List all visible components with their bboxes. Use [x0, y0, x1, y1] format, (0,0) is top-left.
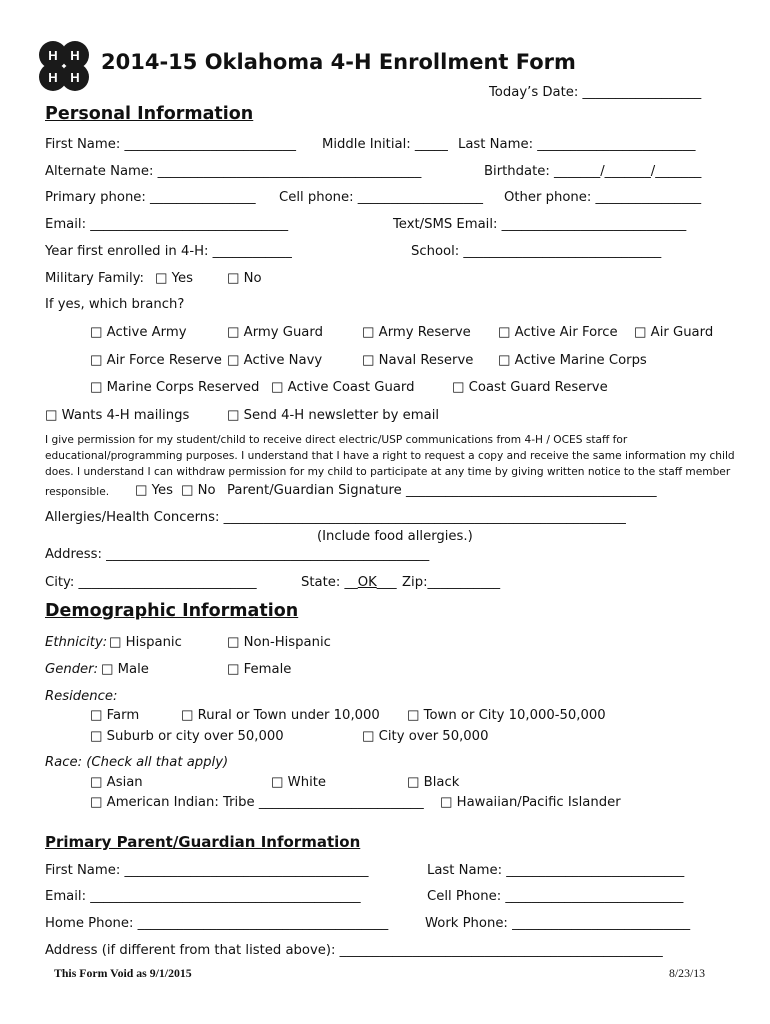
branch-army-guard[interactable] [227, 325, 323, 341]
guardian-cell-phone-field[interactable]: Cell Phone: ___________________________ [427, 889, 684, 904]
checkbox-icon[interactable]: □ [181, 708, 194, 723]
guardian-home-phone-field[interactable]: Home Phone: ______________________________________ [45, 916, 389, 931]
option-label: American Indian: Tribe _________________________ [106, 795, 424, 810]
ethnicity-hispanic-option[interactable] [109, 635, 182, 651]
text-sms-email-field[interactable]: Text/SMS Email: ____________________________ [393, 217, 687, 232]
gender-label: Gender: [45, 662, 99, 677]
military-yes-option[interactable] [155, 271, 193, 287]
checkbox-icon[interactable]: □ [90, 380, 103, 395]
checkbox-icon[interactable]: □ [407, 775, 420, 790]
middle-initial-field[interactable]: Middle Initial: _____ [322, 137, 448, 152]
branch-naval-reserve[interactable] [362, 353, 473, 369]
svg-text:H: H [48, 70, 58, 85]
option-label: Air Force Reserve [106, 353, 222, 368]
state-label: State: __ [301, 575, 358, 590]
race-label: Race: (Check all that apply) [45, 755, 229, 770]
primary-phone-field[interactable]: Primary phone: ________________ [45, 190, 256, 205]
first-name-field[interactable]: First Name: __________________________ [45, 137, 296, 152]
checkbox-icon[interactable]: □ [90, 325, 103, 340]
permission-no-option[interactable] [181, 483, 216, 499]
residence-town-option[interactable] [407, 708, 606, 724]
residence-farm-option[interactable] [90, 708, 139, 724]
branch-air-guard[interactable] [634, 325, 713, 341]
checkbox-icon[interactable]: □ [90, 353, 103, 368]
state-field[interactable] [301, 575, 397, 591]
checkbox-icon[interactable]: □ [271, 775, 284, 790]
race-american-indian-option[interactable] [90, 795, 424, 811]
checkbox-icon[interactable]: □ [227, 635, 240, 650]
residence-suburb-option[interactable] [90, 729, 284, 745]
branch-active-army[interactable] [90, 325, 187, 341]
checkbox-icon[interactable]: □ [90, 729, 103, 744]
ethnicity-non-hispanic-option[interactable] [227, 635, 331, 651]
option-label: Yes [171, 271, 193, 286]
option-label: Black [423, 775, 460, 790]
checkbox-icon[interactable]: □ [634, 325, 647, 340]
four-h-clover-logo [34, 36, 94, 96]
clover-icon [34, 36, 94, 96]
branch-coast-guard-reserve[interactable] [452, 380, 608, 396]
checkbox-icon[interactable]: □ [271, 380, 284, 395]
gender-male-option[interactable] [101, 662, 149, 678]
guardian-work-phone-field[interactable]: Work Phone: ___________________________ [425, 916, 691, 931]
residence-label: Residence: [45, 689, 118, 704]
option-label: Active Navy [243, 353, 323, 368]
permission-text-line-2: educational/programming purposes. I understand that I have a right to request a copy and receive the same information my child [45, 450, 735, 462]
checkbox-icon[interactable]: □ [109, 635, 122, 650]
ethnicity-label: Ethnicity: [45, 635, 108, 650]
guardian-email-field[interactable]: Email: _________________________________________ [45, 889, 361, 904]
form-version-date: 8/23/13 [669, 966, 706, 980]
option-label: Marine Corps Reserved [106, 380, 260, 395]
branch-active-navy[interactable] [227, 353, 322, 369]
demographic-info-heading: Demographic Information [45, 601, 299, 621]
guardian-last-name-field[interactable]: Last Name: ___________________________ [427, 863, 685, 878]
zip-field[interactable]: Zip:___________ [402, 575, 501, 590]
option-label: Asian [106, 775, 143, 790]
checkbox-icon[interactable]: □ [407, 708, 420, 723]
option-label: Female [243, 662, 292, 677]
svg-text:H: H [48, 48, 58, 63]
option-label: Army Reserve [378, 325, 471, 340]
svg-text:H: H [70, 70, 80, 85]
option-label: Active Marine Corps [514, 353, 647, 368]
branch-active-air-force[interactable] [498, 325, 618, 341]
personal-info-heading: Personal Information [45, 104, 254, 124]
permission-text-line-3: does. I understand I can withdraw permission for my child to participate at any time by giving written notice to the staff member [45, 466, 731, 478]
checkbox-icon[interactable]: □ [155, 271, 168, 286]
checkbox-icon[interactable]: □ [90, 708, 103, 723]
checkbox-icon[interactable]: □ [227, 353, 240, 368]
branch-army-reserve[interactable] [362, 325, 471, 341]
option-label: Active Air Force [514, 325, 618, 340]
checkbox-icon[interactable]: □ [227, 271, 240, 286]
form-void-note: This Form Void as 9/1/2015 [54, 966, 192, 980]
allergies-note: (Include food allergies.) [317, 529, 473, 544]
checkbox-icon[interactable]: □ [227, 662, 240, 677]
residence-city-option[interactable] [362, 729, 488, 745]
allergies-field[interactable]: Allergies/Health Concerns: _____________________________________________________________ [45, 510, 626, 525]
checkbox-icon[interactable]: □ [101, 662, 114, 677]
branch-prompt: If yes, which branch? [45, 297, 185, 312]
state-value: OK [357, 575, 377, 590]
race-hawaiian-option[interactable] [440, 795, 621, 811]
option-label: No [197, 483, 216, 498]
checkbox-icon[interactable]: □ [362, 729, 375, 744]
school-field[interactable]: School: ______________________________ [411, 244, 662, 259]
checkbox-icon[interactable]: □ [227, 325, 240, 340]
email-field[interactable]: Email: ______________________________ [45, 217, 289, 232]
checkbox-icon[interactable]: □ [181, 483, 194, 498]
option-label: Farm [106, 708, 140, 723]
state-tail: ___ [376, 575, 397, 590]
branch-active-coast-guard[interactable] [271, 380, 414, 396]
address-field[interactable]: Address: _________________________________________________ [45, 547, 430, 562]
checkbox-icon[interactable]: □ [135, 483, 148, 498]
guardian-info-heading: Primary Parent/Guardian Information [45, 833, 361, 851]
branch-marine-corps-reserved[interactable] [90, 380, 259, 396]
guardian-signature-field[interactable]: Parent/Guardian Signature ______________________________________ [227, 483, 657, 498]
option-label: Naval Reserve [378, 353, 474, 368]
option-label: Coast Guard Reserve [468, 380, 608, 395]
option-label: Yes [151, 483, 173, 498]
branch-air-force-reserve[interactable] [90, 353, 222, 369]
checkbox-icon[interactable]: □ [362, 353, 375, 368]
race-white-option[interactable] [271, 775, 326, 791]
option-label: Rural or Town under 10,000 [197, 708, 380, 723]
checkbox-icon[interactable]: □ [45, 408, 58, 423]
branch-active-marine-corps[interactable] [498, 353, 647, 369]
option-label: Active Army [106, 325, 187, 340]
option-label: Army Guard [243, 325, 323, 340]
birthdate-field[interactable]: Birthdate: _______/_______/_______ [484, 164, 702, 179]
option-label: City over 50,000 [378, 729, 489, 744]
option-label: Active Coast Guard [287, 380, 415, 395]
race-black-option[interactable] [407, 775, 459, 791]
option-label: Non-Hispanic [243, 635, 331, 650]
permission-yes-option[interactable] [135, 483, 173, 499]
option-label: Suburb or city over 50,000 [106, 729, 284, 744]
permission-text-line-1: I give permission for my student/child to receive direct electric/USP communications from 4-H / OCES staff for [45, 434, 628, 446]
guardian-first-name-field[interactable]: First Name: _____________________________________ [45, 863, 369, 878]
cell-phone-field[interactable]: Cell phone: ___________________ [279, 190, 484, 205]
option-label: No [243, 271, 262, 286]
checkbox-icon[interactable]: □ [440, 795, 453, 810]
option-label: Hawaiian/Pacific Islander [456, 795, 621, 810]
form-title: 2014-15 Oklahoma 4-H Enrollment Form [101, 50, 576, 74]
checkbox-icon[interactable]: □ [498, 353, 511, 368]
newsletter-email-option[interactable] [227, 408, 439, 424]
option-label: White [287, 775, 327, 790]
checkbox-icon[interactable]: □ [362, 325, 375, 340]
checkbox-icon[interactable]: □ [498, 325, 511, 340]
year-first-enrolled-field[interactable]: Year first enrolled in 4-H: ____________ [45, 244, 292, 259]
option-label: Air Guard [650, 325, 714, 340]
option-label: Wants 4-H mailings [61, 408, 190, 423]
residence-rural-option[interactable] [181, 708, 380, 724]
checkbox-icon[interactable]: □ [90, 775, 103, 790]
svg-text:H: H [70, 48, 80, 63]
other-phone-field[interactable]: Other phone: ________________ [504, 190, 702, 205]
alternate-name-field[interactable]: Alternate Name: ________________________________________ [45, 164, 422, 179]
checkbox-icon[interactable]: □ [452, 380, 465, 395]
last-name-field[interactable]: Last Name: ________________________ [458, 137, 696, 152]
checkbox-icon[interactable]: □ [227, 408, 240, 423]
city-field[interactable]: City: ___________________________ [45, 575, 257, 590]
permission-responsible: responsible. [45, 486, 110, 498]
military-no-option[interactable] [227, 271, 262, 287]
option-label: Send 4-H newsletter by email [243, 408, 440, 423]
wants-mailings-option[interactable] [45, 408, 189, 424]
checkbox-icon[interactable]: □ [90, 795, 103, 810]
option-label: Hispanic [125, 635, 182, 650]
race-asian-option[interactable] [90, 775, 143, 791]
option-label: Town or City 10,000-50,000 [423, 708, 606, 723]
todays-date-field[interactable]: Today’s Date: __________________ [489, 85, 702, 100]
option-label: Male [117, 662, 149, 677]
military-family-label: Military Family: [45, 271, 144, 286]
guardian-address-field[interactable]: Address (if different from that listed above): _________________________________________________ [45, 943, 663, 958]
gender-female-option[interactable] [227, 662, 291, 678]
